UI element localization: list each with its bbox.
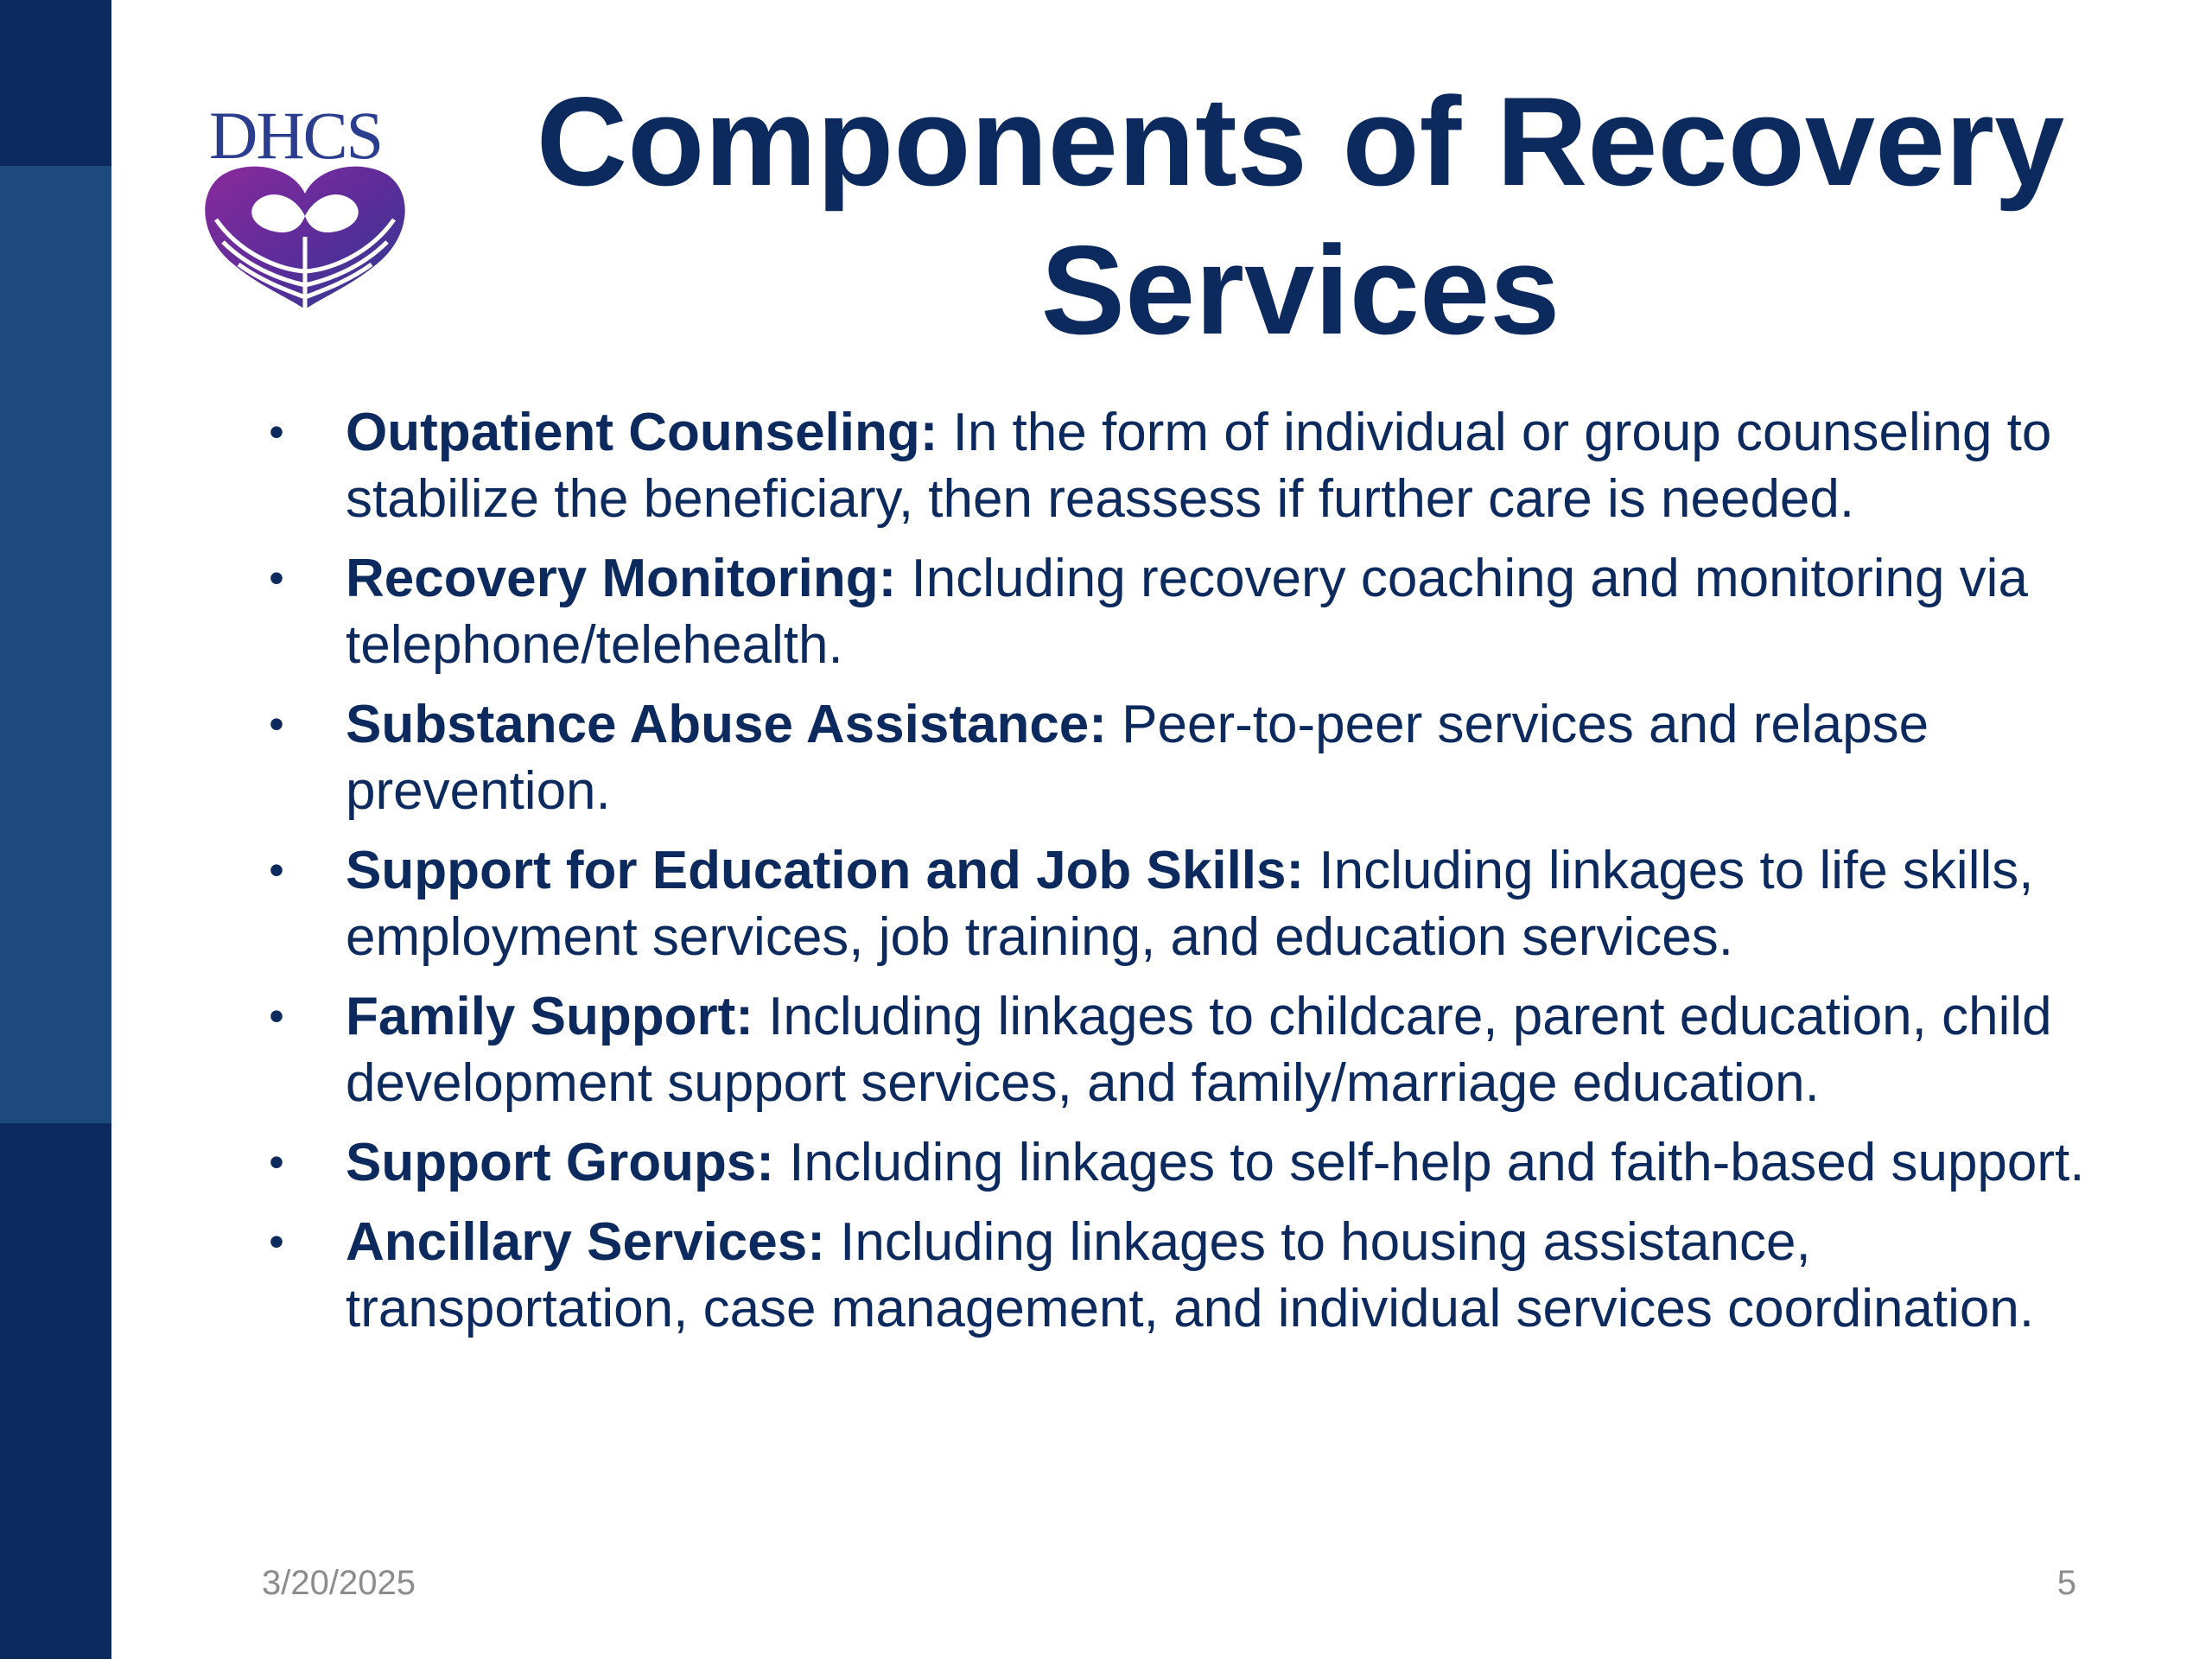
bullet-text: Including linkages to childcare, parent education, child development support services, and family/marriage education.	[346, 987, 2052, 1113]
bullet-item	[259, 837, 2108, 970]
bullet-term: Substance Abuse Assistance:	[346, 695, 1107, 754]
bullet-text: Including linkages to housing assistance, transportation, case management, and individual services coordination.	[346, 1212, 2035, 1338]
slide-title: Components of Recovery Services	[536, 71, 2065, 360]
bullet-term: Support Groups:	[346, 1133, 774, 1192]
bullet-item	[259, 1129, 2108, 1196]
bullet-text: Peer-to-peer services and relapse prevention.	[346, 695, 1929, 821]
left-bar-top-segment	[0, 0, 111, 166]
left-bar-middle-segment	[0, 166, 111, 1123]
bullet-item	[259, 983, 2108, 1116]
bullet-term: Support for Education and Job Skills:	[346, 841, 1305, 900]
bullet-marker: •	[269, 700, 284, 748]
bullet-marker: •	[269, 554, 284, 602]
logo-wordmark: DHCS	[209, 98, 383, 173]
bullet-marker: •	[269, 1217, 284, 1266]
bullet-item	[259, 399, 2108, 532]
services-bullet-list	[259, 399, 2108, 1355]
bullet-marker: •	[269, 992, 284, 1040]
bullet-term: Family Support:	[346, 987, 753, 1046]
left-accent-bar	[0, 0, 111, 1659]
bullet-term: Recovery Monitoring:	[346, 549, 897, 608]
dhcs-logo	[197, 98, 413, 309]
bullet-text: Including linkages to self-help and faith-based support.	[789, 1133, 2085, 1192]
bullet-marker: •	[269, 846, 284, 894]
left-bar-bottom-segment	[0, 1123, 111, 1659]
bullet-item	[259, 545, 2108, 678]
bullet-text: Including recovery coaching and monitoring via telephone/telehealth.	[346, 549, 2028, 675]
bullet-marker: •	[269, 1138, 284, 1186]
bullet-item	[259, 691, 2108, 824]
bullet-term: Ancillary Services:	[346, 1212, 825, 1272]
slide-number: 5	[2056, 1564, 2076, 1602]
heart-hands-icon	[197, 159, 413, 309]
bullet-marker: •	[269, 408, 284, 456]
bullet-text: Including linkages to life skills, employment services, job training, and education services.	[346, 841, 2034, 967]
bullet-term: Outpatient Counseling:	[346, 403, 938, 462]
bullet-text: In the form of individual or group counseling to stabilize the beneficiary, then reassess if further care is needed.	[346, 403, 2052, 529]
footer-date: 3/20/2025	[262, 1564, 416, 1602]
bullet-item	[259, 1209, 2108, 1342]
